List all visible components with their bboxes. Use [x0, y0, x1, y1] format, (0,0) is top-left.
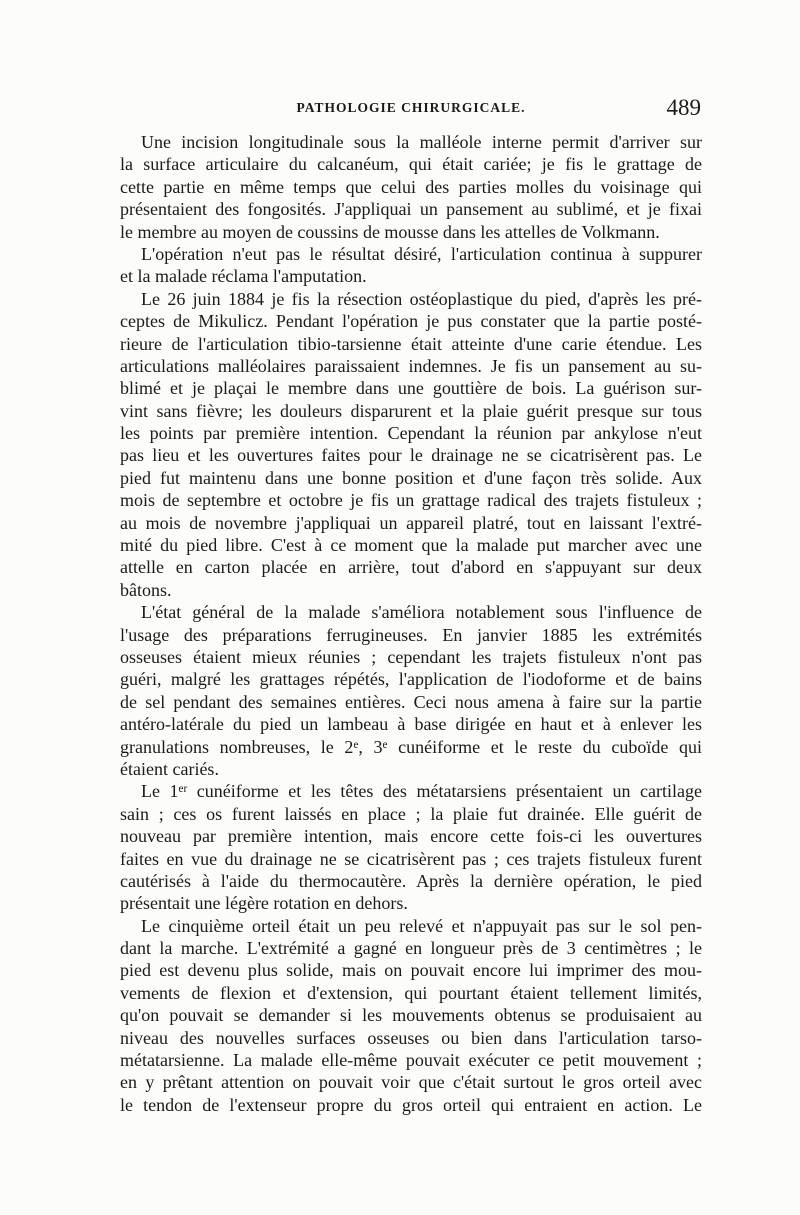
text-run: cunéiforme et le reste du cuboïde qui: [387, 736, 702, 757]
text-line: bâtons.: [120, 579, 172, 600]
superscript: e: [382, 738, 388, 751]
text-line: métatarsienne. La malade elle-même pouvait exécuter ce petit mouvement ;: [120, 1050, 702, 1071]
paragraph: [120, 243, 702, 288]
text-line: rieure de l'articulation tibio-tarsienne était atteinte d'une carie étendue. Les: [120, 333, 702, 354]
text-line: nouveau par première intention, mais encore cette fois-ci les ouvertures: [120, 826, 702, 847]
text-line: mité du pied libre. C'est à ce moment que la malade put marcher avec une: [120, 535, 702, 556]
text-line: Le cinquième orteil était un peu relevé et n'appuyait pas sur le sol pen-: [141, 915, 702, 936]
text-line: antéro-latérale du pied un lambeau à base dirigée en haut et à enlever les: [120, 714, 702, 735]
text-line: ceptes de Mikulicz. Pendant l'opération je pus constater que la partie posté-: [120, 311, 702, 332]
text-line: vements de flexion et d'extension, qui pourtant étaient tellement limités,: [120, 982, 702, 1003]
text-line: le membre au moyen de coussins de mousse dans les attelles de Volkmann.: [120, 221, 660, 242]
superscript: er: [178, 783, 188, 796]
paragraph: [120, 601, 702, 780]
paragraph: [120, 915, 702, 1117]
text-line: attelle en carton placée en arrière, tout d'abord en s'appuyant sur deux: [120, 557, 702, 578]
text-run: , 3: [358, 736, 383, 757]
text-line: vint sans fièvre; les douleurs disparurent et la plaie guérit presque sur tous: [120, 400, 702, 421]
text-line: sain ; ces os furent laissés en place ; la plaie fut drainée. Elle guérit de: [120, 803, 702, 824]
text-run: Le 1: [141, 781, 179, 802]
text-line: blimé et je plaçai le membre dans une gouttière de bois. La guérison sur-: [120, 378, 702, 399]
text-line: présentaient des fongosités. J'appliquai un pansement au sublimé, et je fixai: [120, 199, 702, 220]
text-line: [120, 780, 702, 802]
text-line: pied est devenu plus solide, mais on pouvait encore lui imprimer des mou-: [120, 960, 702, 981]
page-number: 489: [666, 95, 701, 120]
text-line: articulations malléolaires paraissaient indemnes. Je fis un pansement au su-: [120, 355, 702, 376]
text-line: L'état général de la malade s'améliora notablement sous l'influence de: [141, 602, 702, 623]
text-line: Le 26 juin 1884 je fis la résection ostéoplastique du pied, d'après les pré-: [141, 288, 702, 309]
text-line: la surface articulaire du calcanéum, qui était cariée; je fis le grattage de: [120, 154, 702, 175]
running-title: PATHOLOGIE CHIRURGICALE.: [296, 100, 526, 115]
text-line: au mois de novembre j'appliquai un appareil platré, tout en laissant l'extré-: [120, 512, 702, 533]
text-line: cautérisés à l'aide du thermocautère. Après la dernière opération, le pied: [120, 870, 702, 891]
superscript: e: [353, 738, 359, 751]
text-line: faites en vue du drainage ne se cicatrisèrent pas ; ces trajets fistuleux furent: [120, 848, 702, 869]
text-run: cunéiforme et les têtes des métatarsiens présentaient un cartilage: [187, 781, 702, 802]
running-header: [120, 95, 702, 120]
text-line: et la malade réclama l'amputation.: [120, 266, 367, 287]
text-line: les points par première intention. Cependant la réunion par ankylose n'eut: [120, 423, 702, 444]
text-line: Une incision longitudinale sous la malléole interne permit d'arriver sur: [141, 132, 702, 152]
text-line: mois de septembre et octobre je fis un grattage radical des trajets fistuleux ;: [120, 490, 702, 511]
text-line: L'opération n'eut pas le résultat désiré, l'articulation continua à suppurer: [141, 243, 702, 264]
text-line: le tendon de l'extenseur propre du gros orteil qui entraient en action. Le: [120, 1094, 702, 1115]
text-line: cette partie en même temps que celui des parties molles du voisinage qui: [120, 176, 702, 197]
text-line: l'usage des préparations ferrugineuses. En janvier 1885 les extrémités: [120, 624, 702, 645]
text-line: pied fut maintenu dans une bonne position et d'une façon très solide. Aux: [120, 467, 702, 488]
text-line: guéri, malgré les grattages répétés, l'application de l'iodoforme et de bains: [120, 669, 702, 690]
paragraph: [120, 780, 702, 914]
body-text: [120, 131, 702, 1116]
text-run: granulations nombreuses, le 2: [120, 736, 354, 757]
text-line: qu'on pouvait se demander si les mouvements obtenus se produisaient au: [120, 1005, 702, 1026]
text-line: de sel pendant des semaines entières. Ceci nous amena à faire sur la partie: [120, 691, 702, 712]
text-line: étaient cariés.: [120, 758, 219, 779]
text-line: dant la marche. L'extrémité a gagné en longueur près de 3 centimètres ; le: [120, 938, 702, 959]
text-line: niveau des nouvelles surfaces osseuses ou bien dans l'articulation tarso-: [120, 1027, 702, 1048]
text-line: présentait une légère rotation en dehors.: [120, 893, 408, 914]
paragraph: [120, 131, 702, 243]
text-line: pas lieu et les ouvertures faites pour le drainage ne se cicatrisèrent pas. Le: [120, 445, 702, 466]
text-line: osseuses étaient mieux réunies ; cependant les trajets fistuleux n'ont pas: [120, 646, 702, 667]
paragraph: [120, 288, 702, 601]
text-line: en y prêtant attention on pouvait voir que c'était surtout le gros orteil avec: [120, 1072, 702, 1093]
text-line: [120, 736, 702, 758]
